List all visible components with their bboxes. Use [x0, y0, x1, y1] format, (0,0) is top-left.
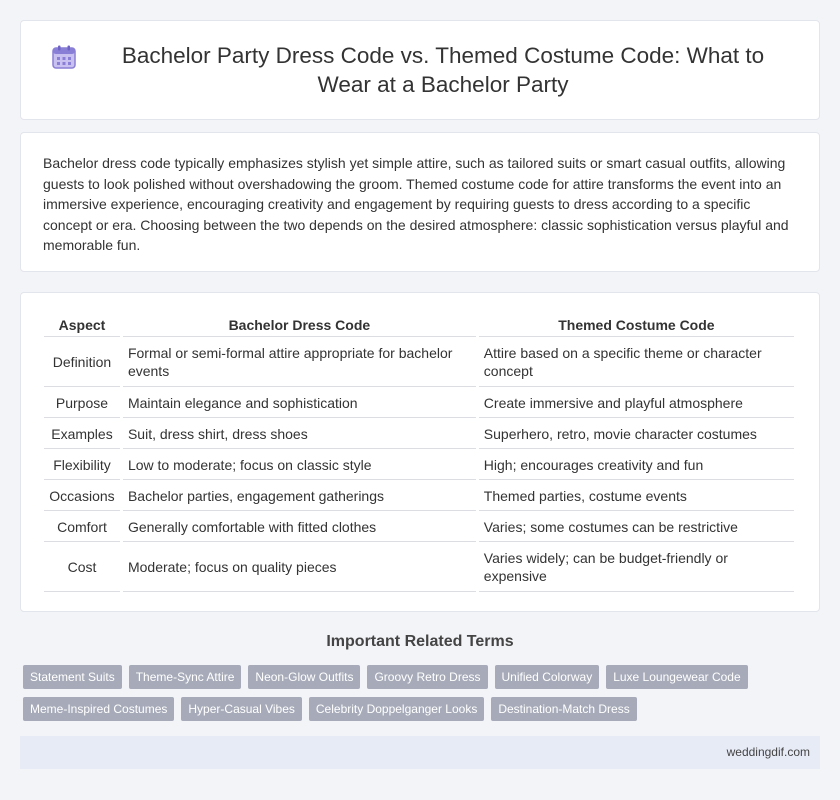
- row-bachelor-value: Suit, dress shirt, dress shoes: [123, 418, 476, 449]
- row-themed-value: Attire based on a specific theme or character concept: [479, 337, 794, 387]
- table-row: [44, 337, 794, 387]
- row-bachelor-value: Generally comfortable with fitted clothes: [123, 511, 476, 542]
- related-term-tag[interactable]: Hyper-Casual Vibes: [181, 697, 302, 721]
- row-bachelor-value: Moderate; focus on quality pieces: [123, 542, 476, 592]
- row-aspect: Comfort: [44, 511, 120, 542]
- related-term-tag[interactable]: Destination-Match Dress: [491, 697, 636, 721]
- page-title: Bachelor Party Dress Code vs. Themed Costume Code: What to Wear at a Bachelor Party: [121, 43, 765, 97]
- intro-paragraph: Bachelor dress code typically emphasizes stylish yet simple attire, such as tailored suits or smart casual outfits, allowing guests to look polished without overshadowing the groom. Themed costume code for attire transforms the event into an immersive experience, encouraging creativity and engagement by requiring guests to dress according to a specific concept or era. Choosing between the two depends on the desired atmosphere: classic sophistication versus playful and memorable fun.: [43, 155, 789, 253]
- intro-card: [20, 132, 820, 272]
- related-term-tag[interactable]: Luxe Loungewear Code: [606, 665, 747, 689]
- related-term-tag[interactable]: Meme-Inspired Costumes: [23, 697, 174, 721]
- calendar-icon: [51, 44, 77, 70]
- header-aspect: Aspect: [44, 313, 120, 337]
- table-row: [44, 449, 794, 480]
- row-aspect: Occasions: [44, 480, 120, 511]
- row-aspect: Flexibility: [44, 449, 120, 480]
- title-card: [20, 20, 820, 120]
- table-row: [44, 418, 794, 449]
- row-bachelor-value: Bachelor parties, engagement gatherings: [123, 480, 476, 511]
- related-terms-heading: Important Related Terms: [326, 633, 514, 650]
- row-themed-value: Varies; some costumes can be restrictive: [479, 511, 794, 542]
- row-themed-value: Themed parties, costume events: [479, 480, 794, 511]
- related-term-tag[interactable]: Celebrity Doppelganger Looks: [309, 697, 484, 721]
- comparison-table: [41, 313, 797, 592]
- row-bachelor-value: Low to moderate; focus on classic style: [123, 449, 476, 480]
- related-term-tag[interactable]: Statement Suits: [23, 665, 122, 689]
- row-aspect: Definition: [44, 337, 120, 387]
- row-bachelor-value: Formal or semi-formal attire appropriate for bachelor events: [123, 337, 476, 387]
- table-header-row: [44, 313, 794, 337]
- comparison-card: [20, 292, 820, 612]
- row-aspect: Purpose: [44, 387, 120, 418]
- row-themed-value: Create immersive and playful atmosphere: [479, 387, 794, 418]
- related-term-tag[interactable]: Unified Colorway: [495, 665, 600, 689]
- row-themed-value: High; encourages creativity and fun: [479, 449, 794, 480]
- table-row: [44, 542, 794, 592]
- row-aspect: Cost: [44, 542, 120, 592]
- table-row: [44, 511, 794, 542]
- footer-site-link[interactable]: weddingdif.com: [726, 745, 810, 759]
- row-themed-value: Varies widely; can be budget-friendly or expensive: [479, 542, 794, 592]
- table-row: [44, 480, 794, 511]
- related-term-tag[interactable]: Neon-Glow Outfits: [248, 665, 360, 689]
- related-terms-list: [23, 665, 823, 729]
- row-bachelor-value: Maintain elegance and sophistication: [123, 387, 476, 418]
- footer: [20, 736, 820, 769]
- related-term-tag[interactable]: Groovy Retro Dress: [367, 665, 487, 689]
- row-aspect: Examples: [44, 418, 120, 449]
- table-row: [44, 387, 794, 418]
- title-wrap: [51, 41, 789, 99]
- header-bachelor-dress-code: Bachelor Dress Code: [123, 313, 476, 337]
- row-themed-value: Superhero, retro, movie character costumes: [479, 418, 794, 449]
- header-themed-costume-code: Themed Costume Code: [479, 313, 794, 337]
- related-term-tag[interactable]: Theme-Sync Attire: [129, 665, 242, 689]
